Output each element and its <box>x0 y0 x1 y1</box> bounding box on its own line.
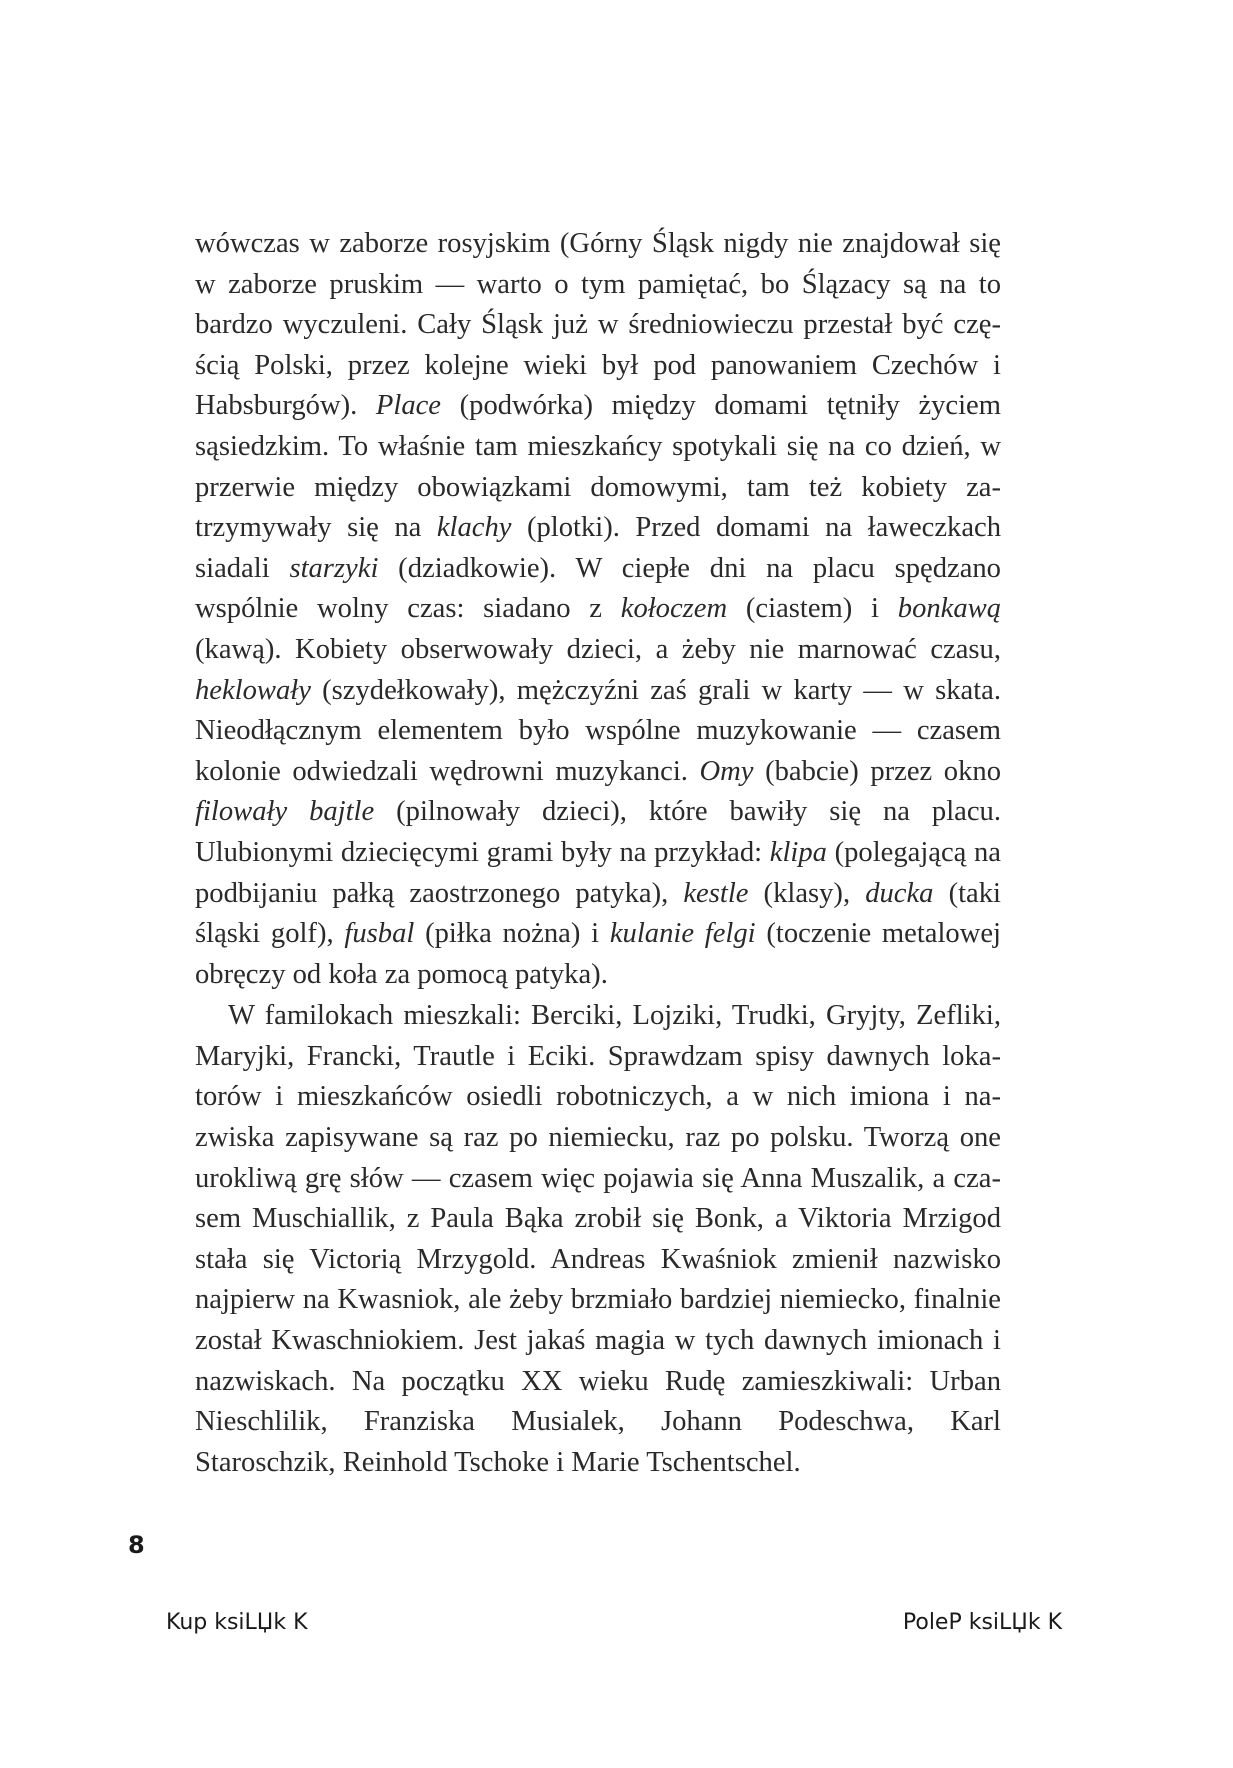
text-run: (babcie) przez okno <box>753 755 1001 787</box>
text-run: (plotki). Przed domami na ławeczkach siadali <box>195 512 1001 584</box>
italic-term: bonkawą <box>897 593 1002 625</box>
italic-term: starzyki <box>289 552 379 584</box>
text-run: (kawą). Kobiety obserwowały dzieci, a żeby nie marnować czasu, <box>195 633 1001 665</box>
text-run: (ciastem) i <box>727 593 898 625</box>
italic-term: ducka <box>865 877 934 909</box>
paragraph <box>195 996 1001 1483</box>
italic-term: kestle <box>683 877 749 909</box>
text-run: (klasy), <box>748 877 866 909</box>
paragraph <box>195 224 1001 995</box>
text-run: W familokach mieszkali: Berciki, Lojziki, Trudki, Gryjty, Zefliki, Maryjki, Francki, Trautle i Eciki. Sprawdzam spisy dawnych lokatorów i mieszkańców osiedli robotniczych, a w nich imiona i nazwiska zapisywane są raz po niemiecku, raz po polsku. Tworzą one urokliwą grę słów — czasem więc pojawia się Anna Muszalik, a czasem Muschiallik, z Paula Bąka zrobił się Bonk, a Viktoria Mrzigod stała się Victorią Mrzygold. Andreas Kwaśniok zmienił nazwisko najpierw na Kwasniok, ale żeby brzmiało bardziej niemiecko, finalnie został Kwaschniokiem. Jest jakaś magia w tych dawnych imionach i nazwiskach. Na początku XX wieku Rudę zamieszkiwali: Urban Nieschlilik, Franziska Musialek, Johann Podeschwa, Karl Staroschzik, Reinhold Tschoke i Marie Tschentschel. <box>195 1000 1001 1478</box>
text-run: (taki śląski golf), <box>195 877 1001 950</box>
italic-term: filowały bajtle <box>195 796 375 828</box>
italic-term: kołoczem <box>620 593 728 625</box>
footer-recommend-book-link[interactable]: PoleP ksiLЏk K <box>902 1610 1062 1635</box>
italic-term: klachy <box>436 512 512 544</box>
text-run: (toczenie metalowej obręczy od koła za pomocą patyka). <box>195 918 1001 990</box>
italic-term: kulanie felgi <box>609 918 756 950</box>
text-run: wówczas w zaborze rosyjskim (Górny Śląsk nigdy nie znajdował się w zaborze pruskim — warto o tym pamiętać, bo Ślązacy są na to bardzo wyczuleni. Cały Śląsk już w średniowieczu przestał być częścią Polski, przez kolejne wieki był pod panowaniem Czechów i Habsburgów). <box>195 228 1001 422</box>
text-run: (polegającą na podbijaniu pałką zaostrzonego patyka), <box>195 836 1001 909</box>
text-run: (dziadkowie). W ciepłe dni na placu spędzano wspólnie wolny czas: siadano z <box>195 552 1001 625</box>
text-run: (szydełkowały), mężczyźni zaś grali w karty — w skata. Nieodłącznym elementem było wspólne muzykowanie — czasem kolonie odwiedzali wędrowni muzykanci. <box>195 674 1001 787</box>
italic-term: Place <box>375 390 441 422</box>
italic-term: klipa <box>769 836 827 868</box>
italic-term: fusbal <box>344 918 415 950</box>
italic-term: heklowały <box>195 674 311 706</box>
text-run: (podwórka) między domami tętniły życiem sąsiedzkim. To właśnie tam mieszkańcy spotykali się na co dzień, w przerwie między obowiązkami domowymi, tam też kobiety zatrzymywały się na <box>195 390 1001 544</box>
body-text <box>195 224 1001 1483</box>
text-run: (pilnowały dzieci), które bawiły się na placu. Ulubionymi dziecięcymi grami były na przykład: <box>195 796 1001 868</box>
italic-term: Omy <box>699 755 754 787</box>
footer-buy-book-link[interactable]: Kup ksiLЏk K <box>166 1610 308 1635</box>
page-number: 8 <box>128 1531 145 1559</box>
text-run: (piłka nożna) i <box>414 918 610 950</box>
